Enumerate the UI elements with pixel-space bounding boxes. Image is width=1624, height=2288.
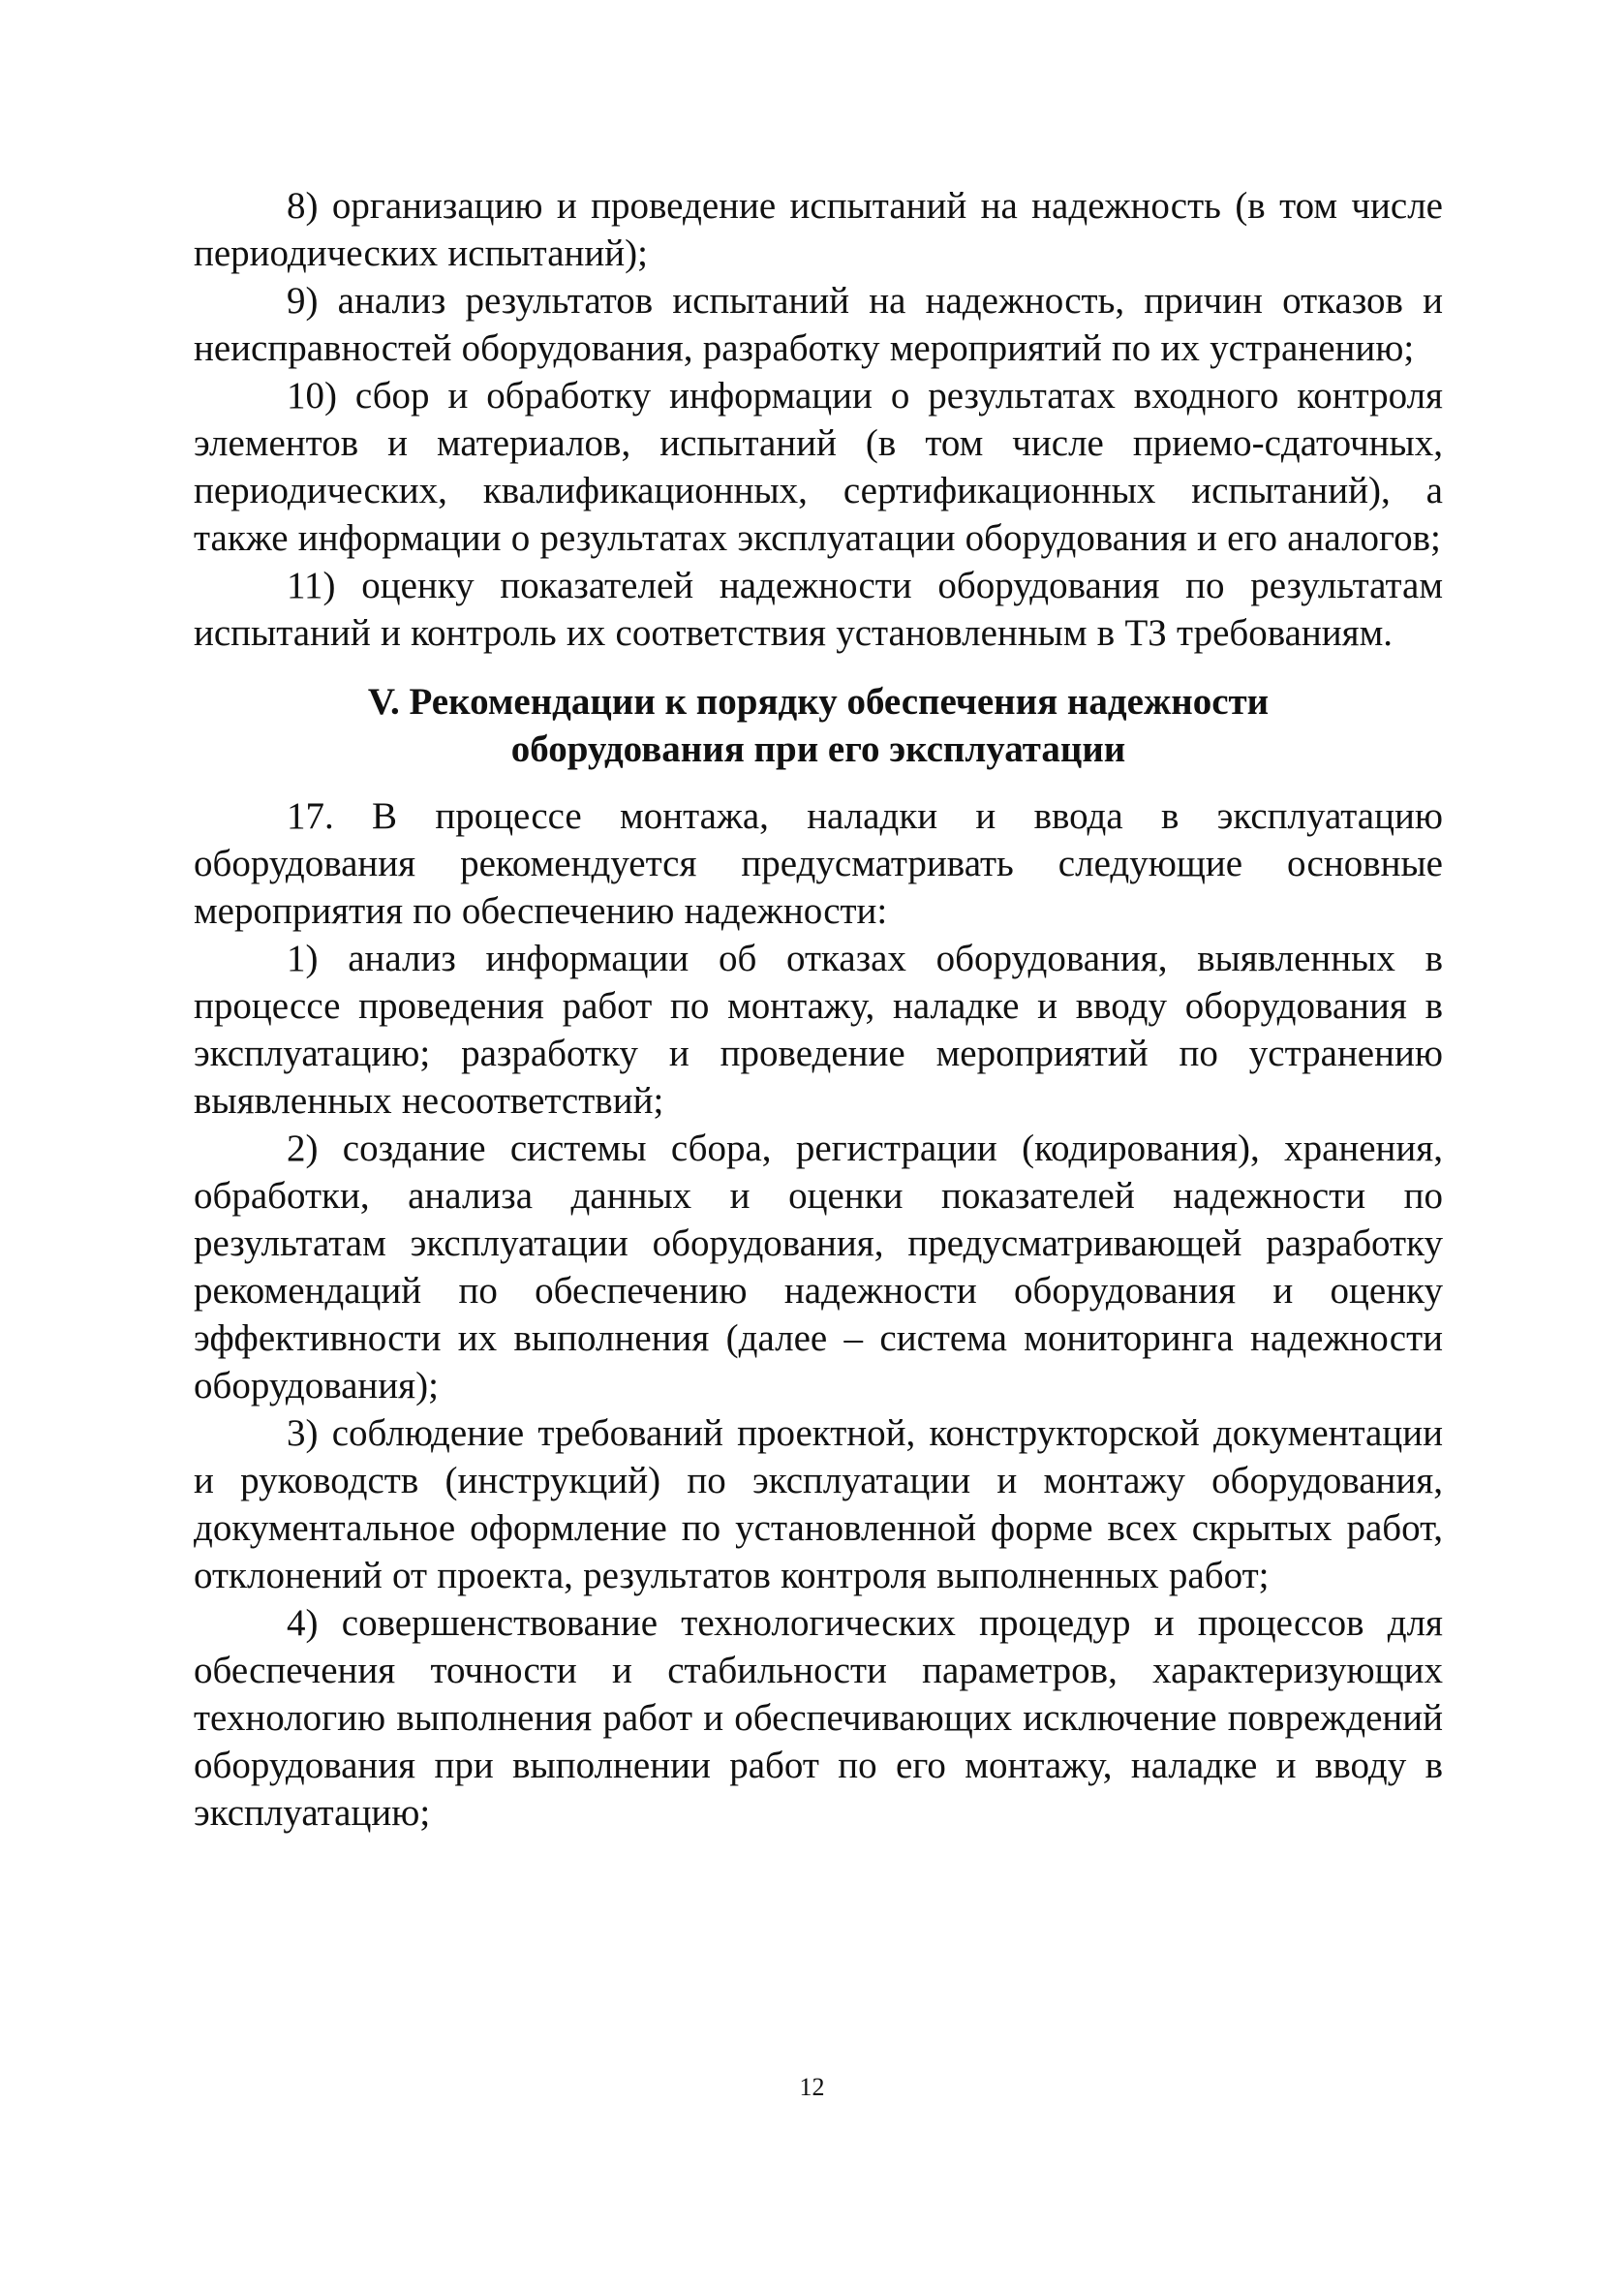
list-item-1: 1) анализ информации об отказах оборудования, выявленных в процессе проведения работ по монтажу, наладке и вводу оборудования в эксплуатацию; разработку и проведение мероприятий по устранению выявленных несоответствий; [194,938,1443,1122]
section-heading-line-2: оборудования при его эксплуатации [510,728,1126,770]
paragraph-17: 17. В процессе монтажа, наладки и ввода в эксплуатацию оборудования рекомендуется предусматривать следующие основные мероприятия по обеспечению надежности: [194,795,1443,932]
list-item-9: 9) анализ результатов испытаний на надежность, причин отказов и неисправностей оборудования, разработку мероприятий по их устранению; [194,280,1443,369]
list-item-3: 3) соблюдение требований проектной, конструкторской документации и руководств (инструкций) по эксплуатации и монтажу оборудования, документальное оформление по установленной форме всех скрытых работ, отклонений от проекта, результатов контроля выполненных работ; [194,1412,1443,1596]
section-heading [194,657,1443,792]
list-item-8: 8) организацию и проведение испытаний на надежность (в том числе периодических испытаний); [194,185,1443,274]
list-item-11: 11) оценку показателей надежности оборудования по результатам испытаний и контроль их соответствия установленным в ТЗ требованиям. [194,565,1443,654]
section-heading-line-1: V. Рекомендации к порядку обеспечения надежности [367,681,1270,723]
list-item-4: 4) совершенствование технологических процедур и процессов для обеспечения точности и стабильности параметров, характеризующих технологию выполнения работ и обеспечивающих исключение повреждений оборудования при выполнении работ по его монтажу, наладке и вводу в эксплуатацию; [194,1602,1443,1834]
page-body [194,182,1443,1837]
list-item-2: 2) создание системы сбора, регистрации (кодирования), хранения, обработки, анализа данных и оценки показателей надежности по результатам эксплуатации оборудования, предусматривающей разработку рекомендаций по обеспечению надежности оборудования и оценку эффективности их выполнения (далее – система мониторинга надежности оборудования); [194,1128,1443,1407]
page-number: 12 [799,2073,825,2101]
list-item-10: 10) сбор и обработку информации о результатах входного контроля элементов и материалов, испытаний (в том числе приемо-сдаточных, периодических, квалификационных, сертификационных испытаний), а также информации о результатах эксплуатации оборудования и его аналогов; [194,375,1443,559]
